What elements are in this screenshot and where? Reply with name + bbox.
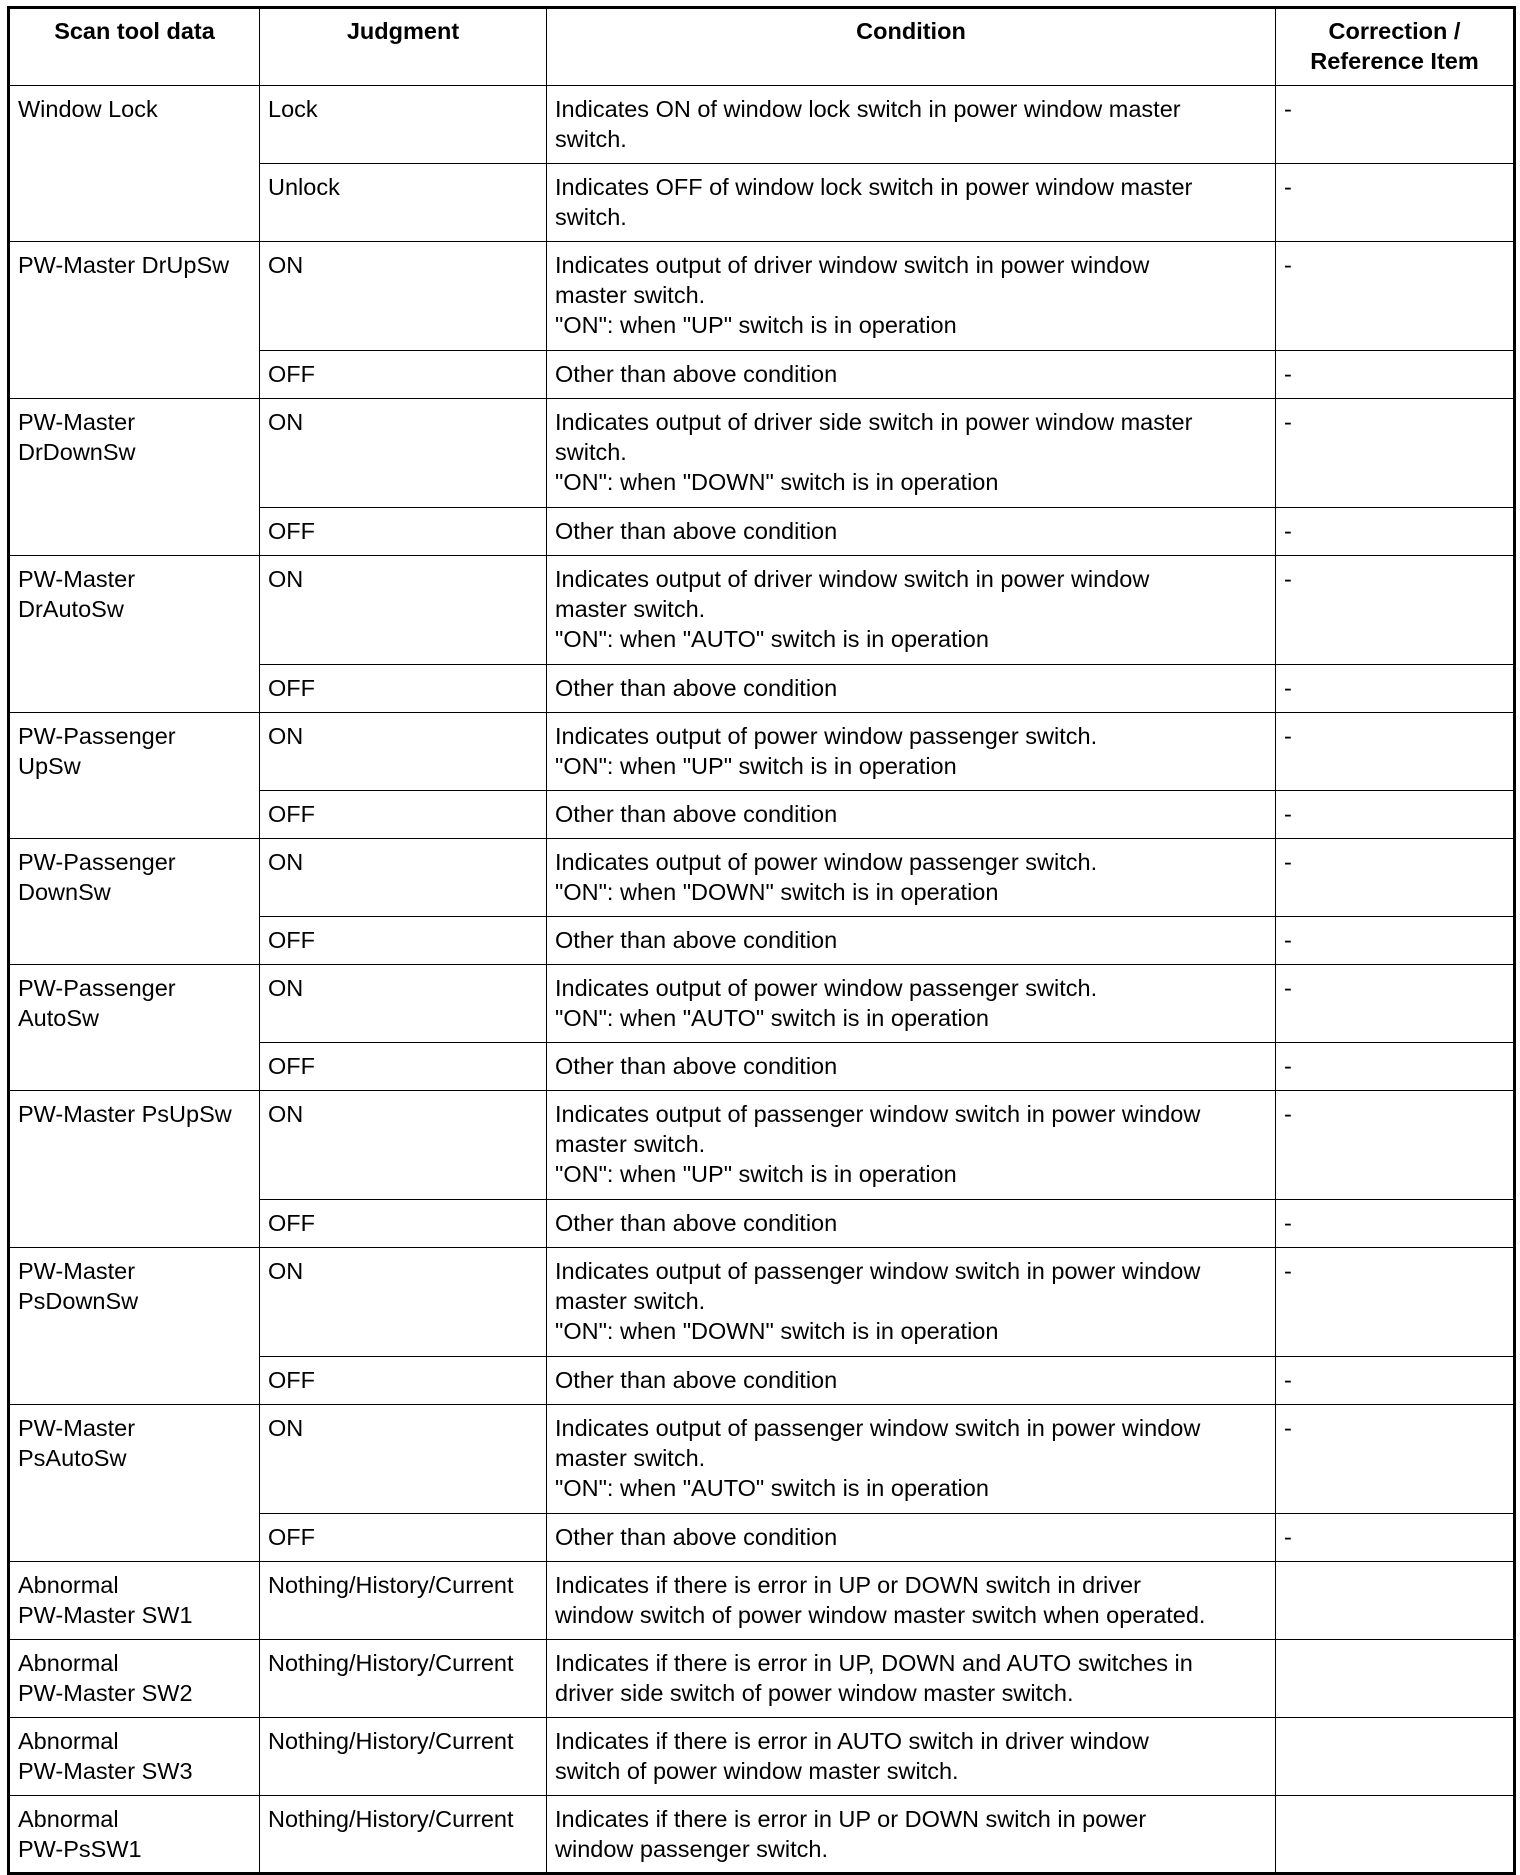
cell-correction: - bbox=[1276, 1514, 1515, 1562]
table-row bbox=[9, 1091, 1515, 1200]
cell-correction: - bbox=[1276, 791, 1515, 839]
cell-correction: - bbox=[1276, 665, 1515, 713]
cell-judgment: ON bbox=[260, 1091, 547, 1200]
cell-scan-tool-data: PW-Master PsDownSw bbox=[9, 1248, 260, 1405]
cell-scan-tool-data: Abnormal PW-PsSW1 bbox=[9, 1796, 260, 1874]
table-row bbox=[9, 1640, 1515, 1718]
cell-condition: Indicates output of power window passenger switch. "ON": when "AUTO" switch is in operation bbox=[547, 965, 1276, 1043]
cell-scan-tool-data: PW-Master DrUpSw bbox=[9, 242, 260, 399]
cell-judgment: OFF bbox=[260, 508, 547, 556]
cell-correction bbox=[1276, 1562, 1515, 1640]
cell-judgment: ON bbox=[260, 839, 547, 917]
table-body bbox=[9, 86, 1515, 1874]
cell-scan-tool-data: PW-Master DrDownSw bbox=[9, 399, 260, 556]
cell-condition: Indicates if there is error in AUTO switch in driver window switch of power window master switch. bbox=[547, 1718, 1276, 1796]
table-row bbox=[9, 839, 1515, 917]
cell-condition: Indicates output of driver side switch in power window master switch. "ON": when "DOWN" switch is in operation bbox=[547, 399, 1276, 508]
cell-correction: - bbox=[1276, 1357, 1515, 1405]
cell-judgment: OFF bbox=[260, 665, 547, 713]
table-row bbox=[9, 86, 1515, 164]
header-condition: Condition bbox=[547, 8, 1276, 86]
cell-judgment: ON bbox=[260, 965, 547, 1043]
cell-condition: Indicates if there is error in UP, DOWN and AUTO switches in driver side switch of power window master switch. bbox=[547, 1640, 1276, 1718]
cell-condition: Other than above condition bbox=[547, 508, 1276, 556]
cell-judgment: OFF bbox=[260, 1357, 547, 1405]
cell-scan-tool-data: PW-Master PsUpSw bbox=[9, 1091, 260, 1248]
cell-correction: - bbox=[1276, 1248, 1515, 1357]
cell-condition: Other than above condition bbox=[547, 351, 1276, 399]
cell-condition: Indicates output of power window passenger switch. "ON": when "UP" switch is in operation bbox=[547, 713, 1276, 791]
cell-scan-tool-data: PW-Master PsAutoSw bbox=[9, 1405, 260, 1562]
cell-correction: - bbox=[1276, 351, 1515, 399]
cell-condition: Other than above condition bbox=[547, 1043, 1276, 1091]
cell-judgment: Nothing/History/Current bbox=[260, 1562, 547, 1640]
header-judgment: Judgment bbox=[260, 8, 547, 86]
header-row bbox=[9, 8, 1515, 86]
cell-judgment: Nothing/History/Current bbox=[260, 1718, 547, 1796]
cell-condition: Other than above condition bbox=[547, 1200, 1276, 1248]
cell-judgment: OFF bbox=[260, 351, 547, 399]
cell-condition: Indicates if there is error in UP or DOWN switch in driver window switch of power window master switch when operated. bbox=[547, 1562, 1276, 1640]
cell-judgment: ON bbox=[260, 1248, 547, 1357]
table-row bbox=[9, 242, 1515, 351]
cell-correction: - bbox=[1276, 556, 1515, 665]
cell-condition: Indicates output of driver window switch in power window master switch. "ON": when "UP" switch is in operation bbox=[547, 242, 1276, 351]
cell-judgment: OFF bbox=[260, 917, 547, 965]
table-row bbox=[9, 1796, 1515, 1874]
cell-correction: - bbox=[1276, 1200, 1515, 1248]
cell-correction: - bbox=[1276, 965, 1515, 1043]
header-scan-tool-data: Scan tool data bbox=[9, 8, 260, 86]
cell-correction: - bbox=[1276, 508, 1515, 556]
table-row bbox=[9, 1562, 1515, 1640]
cell-condition: Other than above condition bbox=[547, 665, 1276, 713]
cell-condition: Other than above condition bbox=[547, 1357, 1276, 1405]
scan-tool-data-table bbox=[7, 6, 1516, 1875]
cell-correction bbox=[1276, 1640, 1515, 1718]
cell-condition: Other than above condition bbox=[547, 791, 1276, 839]
table-row bbox=[9, 1248, 1515, 1357]
cell-judgment: ON bbox=[260, 713, 547, 791]
cell-correction bbox=[1276, 1796, 1515, 1874]
cell-judgment: Nothing/History/Current bbox=[260, 1796, 547, 1874]
cell-scan-tool-data: PW-Passenger DownSw bbox=[9, 839, 260, 965]
table-row bbox=[9, 556, 1515, 665]
cell-judgment: OFF bbox=[260, 791, 547, 839]
cell-judgment: OFF bbox=[260, 1043, 547, 1091]
cell-condition: Indicates output of passenger window switch in power window master switch. "ON": when "UP" switch is in operation bbox=[547, 1091, 1276, 1200]
cell-scan-tool-data: PW-Master DrAutoSw bbox=[9, 556, 260, 713]
cell-judgment: ON bbox=[260, 556, 547, 665]
table-row bbox=[9, 1405, 1515, 1514]
cell-judgment: OFF bbox=[260, 1514, 547, 1562]
table-row bbox=[9, 399, 1515, 508]
cell-condition: Indicates if there is error in UP or DOWN switch in power window passenger switch. bbox=[547, 1796, 1276, 1874]
cell-judgment: OFF bbox=[260, 1200, 547, 1248]
cell-judgment: Lock bbox=[260, 86, 547, 164]
cell-condition: Other than above condition bbox=[547, 1514, 1276, 1562]
cell-judgment: ON bbox=[260, 399, 547, 508]
cell-condition: Indicates output of passenger window switch in power window master switch. "ON": when "AUTO" switch is in operation bbox=[547, 1405, 1276, 1514]
cell-scan-tool-data: PW-Passenger UpSw bbox=[9, 713, 260, 839]
cell-scan-tool-data: PW-Passenger AutoSw bbox=[9, 965, 260, 1091]
cell-correction: - bbox=[1276, 86, 1515, 164]
cell-correction: - bbox=[1276, 1043, 1515, 1091]
cell-correction: - bbox=[1276, 713, 1515, 791]
cell-condition: Indicates output of power window passenger switch. "ON": when "DOWN" switch is in operation bbox=[547, 839, 1276, 917]
cell-correction: - bbox=[1276, 1091, 1515, 1200]
cell-correction: - bbox=[1276, 917, 1515, 965]
cell-correction: - bbox=[1276, 1405, 1515, 1514]
cell-condition: Indicates OFF of window lock switch in power window master switch. bbox=[547, 164, 1276, 242]
cell-condition: Indicates output of passenger window switch in power window master switch. "ON": when "DOWN" switch is in operation bbox=[547, 1248, 1276, 1357]
cell-judgment: ON bbox=[260, 242, 547, 351]
cell-scan-tool-data: Abnormal PW-Master SW2 bbox=[9, 1640, 260, 1718]
cell-judgment: Unlock bbox=[260, 164, 547, 242]
table-row bbox=[9, 713, 1515, 791]
table-row bbox=[9, 1718, 1515, 1796]
cell-correction: - bbox=[1276, 839, 1515, 917]
cell-correction: - bbox=[1276, 164, 1515, 242]
cell-correction: - bbox=[1276, 242, 1515, 351]
cell-condition: Indicates ON of window lock switch in power window master switch. bbox=[547, 86, 1276, 164]
cell-scan-tool-data: Window Lock bbox=[9, 86, 260, 242]
cell-judgment: Nothing/History/Current bbox=[260, 1640, 547, 1718]
header-correction-reference: Correction / Reference Item bbox=[1276, 8, 1515, 86]
cell-judgment: ON bbox=[260, 1405, 547, 1514]
cell-condition: Indicates output of driver window switch in power window master switch. "ON": when "AUTO" switch is in operation bbox=[547, 556, 1276, 665]
cell-scan-tool-data: Abnormal PW-Master SW1 bbox=[9, 1562, 260, 1640]
cell-correction: - bbox=[1276, 399, 1515, 508]
cell-condition: Other than above condition bbox=[547, 917, 1276, 965]
cell-correction bbox=[1276, 1718, 1515, 1796]
table-row bbox=[9, 965, 1515, 1043]
cell-scan-tool-data: Abnormal PW-Master SW3 bbox=[9, 1718, 260, 1796]
